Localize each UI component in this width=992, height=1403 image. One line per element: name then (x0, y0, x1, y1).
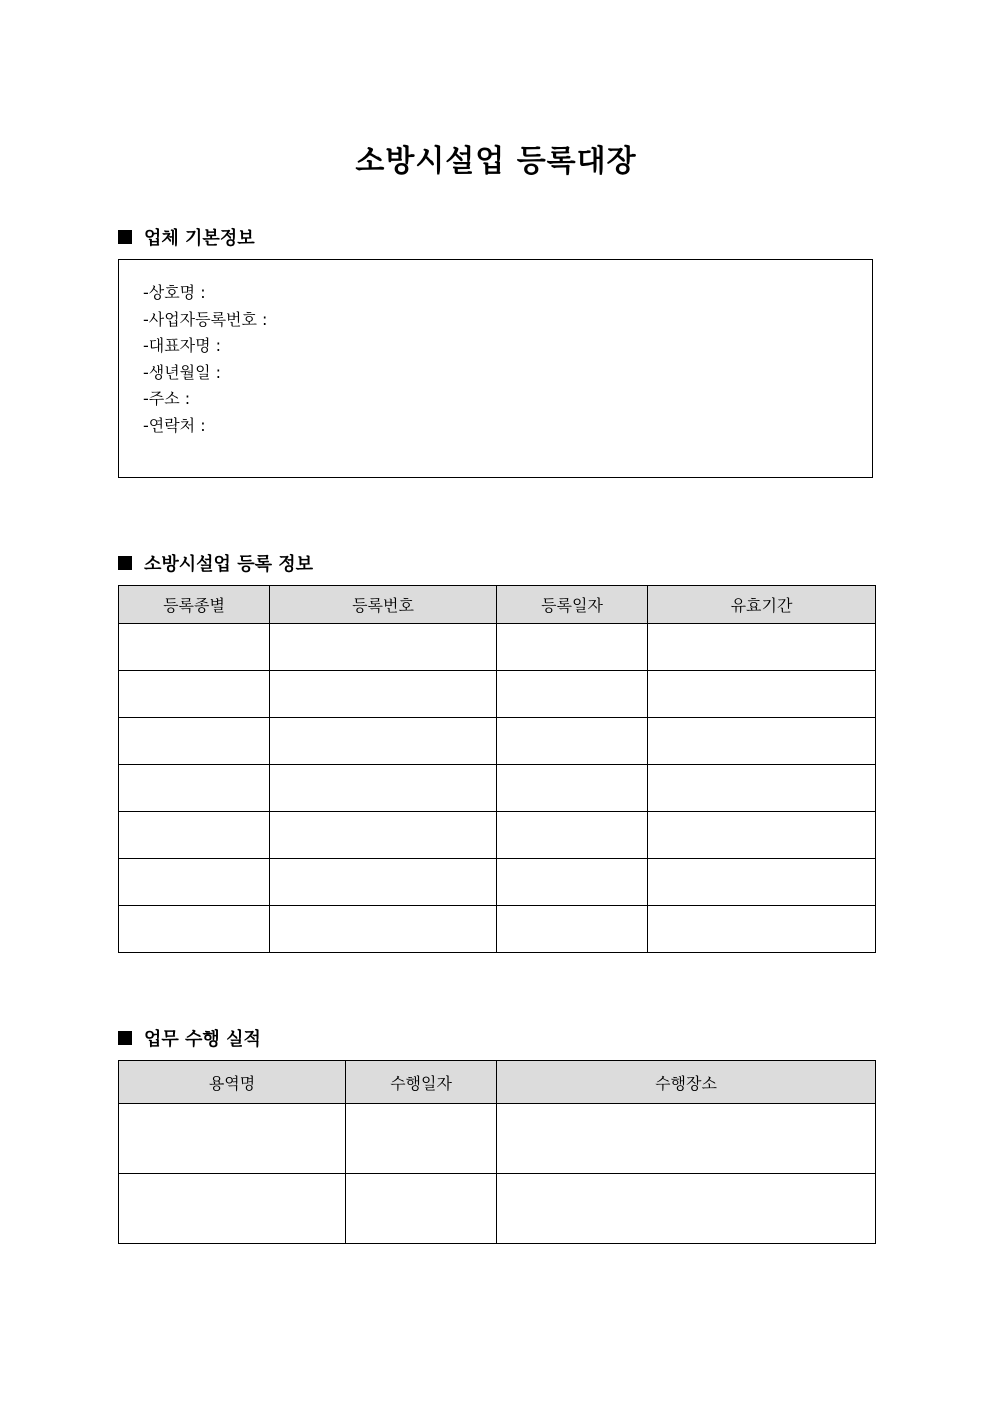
column-header: 등록번호 (270, 586, 497, 624)
column-header: 등록일자 (497, 586, 648, 624)
table-cell[interactable] (648, 671, 876, 718)
field-birth-date: -생년월일 : (143, 362, 222, 382)
table-cell[interactable] (497, 812, 648, 859)
field-representative-name: -대표자명 : (143, 336, 222, 356)
table-row (119, 671, 876, 718)
table-cell[interactable] (270, 812, 497, 859)
table-cell[interactable] (119, 812, 270, 859)
table-row (119, 859, 876, 906)
document-title: 소방시설업 등록대장 (355, 144, 637, 179)
table-cell[interactable] (119, 906, 270, 953)
table-cell[interactable] (119, 1104, 346, 1174)
table-header-row (119, 1061, 876, 1104)
section-heading-registration (118, 550, 313, 576)
table-row (119, 765, 876, 812)
table-cell[interactable] (648, 624, 876, 671)
section-heading-basic-info (118, 224, 255, 250)
table-row (119, 1174, 876, 1244)
table-cell[interactable] (497, 765, 648, 812)
registration-table (118, 585, 876, 953)
performance-table (118, 1060, 876, 1244)
table-row (119, 812, 876, 859)
table-cell[interactable] (497, 906, 648, 953)
square-bullet-icon (118, 230, 132, 244)
table-cell[interactable] (270, 671, 497, 718)
column-header: 유효기간 (648, 586, 876, 624)
table-cell[interactable] (497, 624, 648, 671)
table-cell[interactable] (648, 718, 876, 765)
table-row (119, 624, 876, 671)
table-header-row (119, 586, 876, 624)
table-cell[interactable] (119, 859, 270, 906)
table-cell[interactable] (270, 624, 497, 671)
table-cell[interactable] (497, 718, 648, 765)
table-cell[interactable] (270, 906, 497, 953)
section-heading-text: 업무 수행 실적 (144, 1029, 261, 1050)
table-cell[interactable] (648, 906, 876, 953)
table-cell[interactable] (119, 671, 270, 718)
square-bullet-icon (118, 556, 132, 570)
table-cell[interactable] (270, 859, 497, 906)
table-cell[interactable] (270, 765, 497, 812)
table-cell[interactable] (270, 718, 497, 765)
table-row (119, 906, 876, 953)
table-cell[interactable] (497, 859, 648, 906)
section-heading-text: 업체 기본정보 (144, 228, 255, 249)
column-header: 용역명 (119, 1061, 346, 1104)
table-cell[interactable] (119, 1174, 346, 1244)
table-cell[interactable] (346, 1174, 497, 1244)
column-header: 수행장소 (497, 1061, 876, 1104)
table-cell[interactable] (648, 765, 876, 812)
field-business-reg-number: -사업자등록번호 : (143, 309, 268, 329)
table-row (119, 718, 876, 765)
field-contact: -연락처 : (143, 415, 206, 435)
table-row (119, 1104, 876, 1174)
field-address: -주소 : (143, 389, 191, 409)
table-cell[interactable] (497, 1174, 876, 1244)
field-company-name: -상호명 : (143, 283, 206, 302)
table-cell[interactable] (119, 718, 270, 765)
table-cell[interactable] (497, 1104, 876, 1174)
table-cell[interactable] (648, 859, 876, 906)
table-cell[interactable] (119, 765, 270, 812)
section-heading-text: 소방시설업 등록 정보 (144, 554, 314, 575)
table-cell[interactable] (119, 624, 270, 671)
section-heading-performance (118, 1025, 261, 1051)
column-header: 수행일자 (346, 1061, 497, 1104)
table-cell[interactable] (346, 1104, 497, 1174)
square-bullet-icon (118, 1031, 132, 1045)
column-header: 등록종별 (119, 586, 270, 624)
table-cell[interactable] (648, 812, 876, 859)
table-cell[interactable] (497, 671, 648, 718)
basic-info-box (118, 259, 873, 478)
